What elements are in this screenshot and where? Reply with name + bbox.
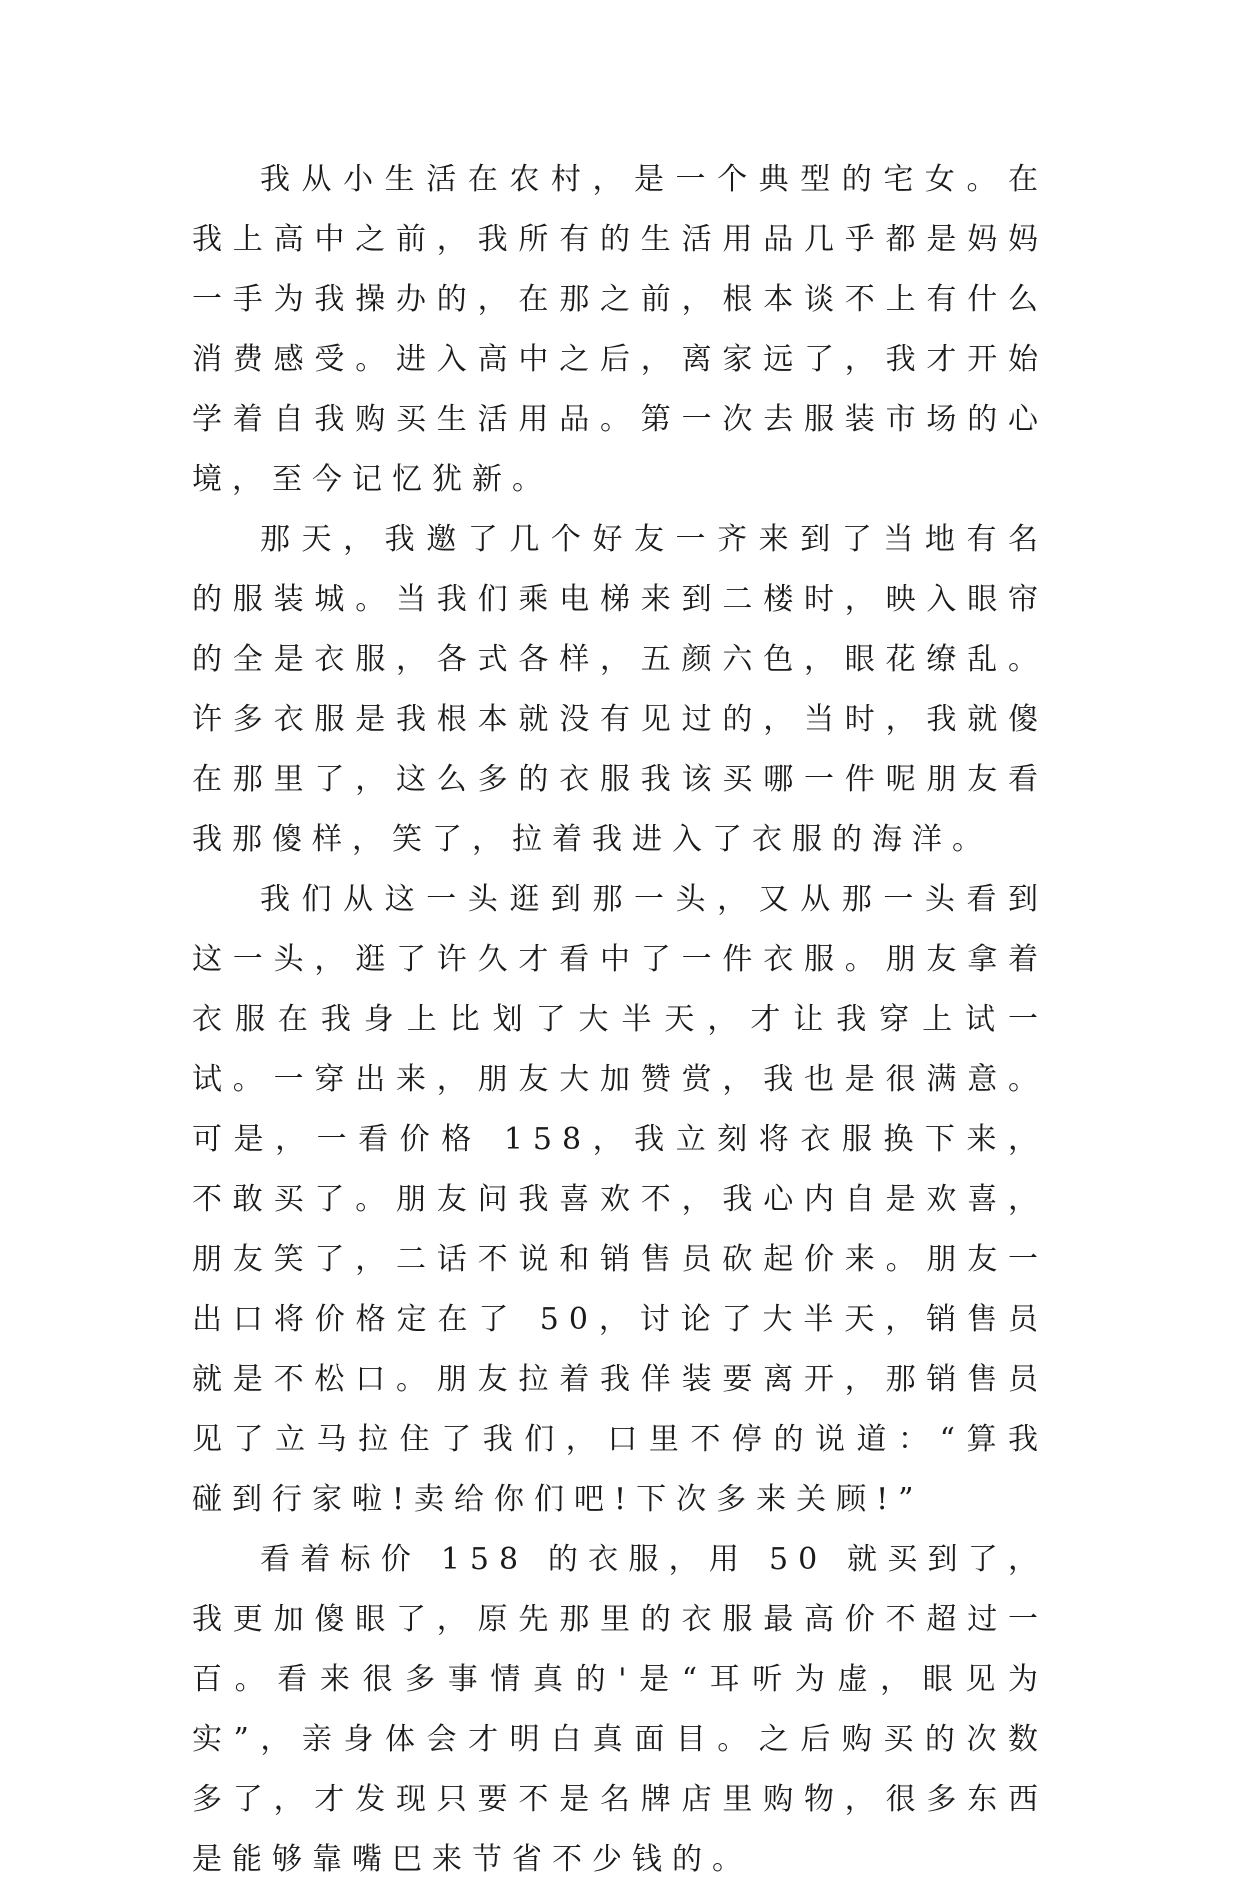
paragraph: 我们从这一头逛到那一头，又从那一头看到这一头，逛了许久才看中了一件衣服。朋友拿着衣服在我身上比划了大半天，才让我穿上试一试。一穿出来，朋友大加赞赏，我也是很满意。可是，一看价格 158，我立刻将衣服换下来，不敢买了。朋友问我喜欢不，我心内自是欢喜，朋友笑了，二话不说和销售员砍起价来。朋友一出口将价格定在了 50，讨论了大半天，销售员就是不松口。朋友拉着我佯装要离开，那销售员见了立马拉住了我们，口里不停的说道：“算我碰到行家啦!卖给你们吧!下次多来关顾!” — [192, 882, 1048, 1517]
document-body — [192, 150, 1048, 1890]
paragraph: 我从小生活在农村，是一个典型的宅女。在我上高中之前，我所有的生活用品几乎都是妈妈一手为我操办的，在那之前，根本谈不上有什么消费感受。进入高中之后，离家远了，我才开始学着自我购买生活用品。第一次去服装市场的心境，至今记忆犹新。 — [192, 162, 1048, 497]
paragraph: 那天，我邀了几个好友一齐来到了当地有名的服装城。当我们乘电梯来到二楼时，映入眼帘的全是衣服，各式各样，五颜六色，眼花缭乱。许多衣服是我根本就没有见过的，当时，我就傻在那里了，这么多的衣服我该买哪一件呢朋友看我那傻样，笑了，拉着我进入了衣服的海洋。 — [192, 522, 1048, 857]
paragraph: 看着标价 158 的衣服，用 50 就买到了，我更加傻眼了，原先那里的衣服最高价不超过一百。看来很多事情真的'是“耳听为虚，眼见为实”，亲身体会才明白真面目。之后购买的次数多了，才发现只要不是名牌店里购物，很多东西是能够靠嘴巴来节省不少钱的。 — [192, 1542, 1048, 1877]
